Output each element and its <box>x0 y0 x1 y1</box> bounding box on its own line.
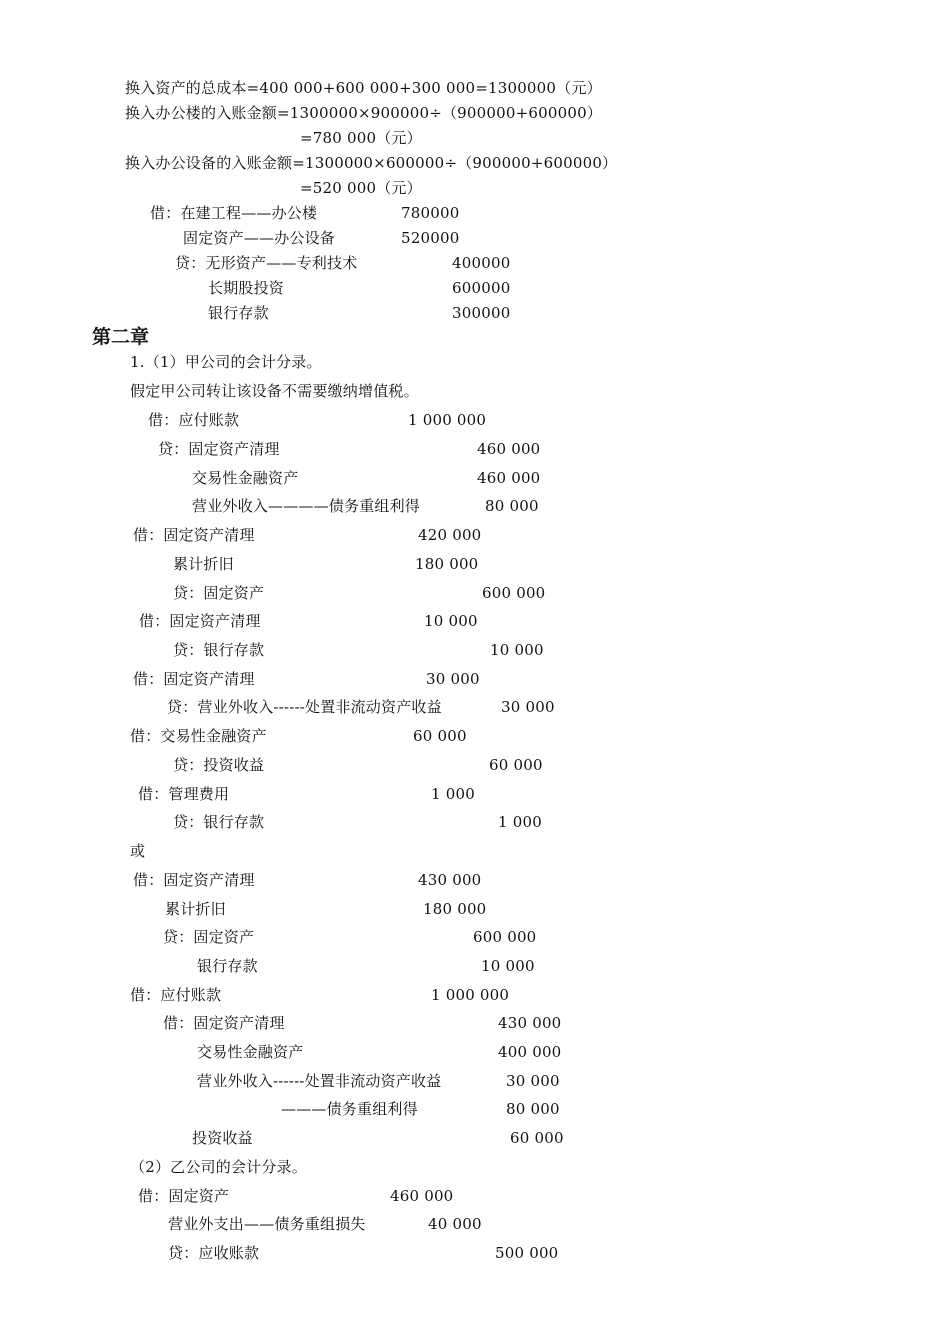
entry-label: 贷：无形资产——专利技术 <box>175 254 358 272</box>
entry-amount: 10 000 <box>424 612 478 630</box>
entry-amount: 60 000 <box>510 1129 564 1147</box>
entry-amount: 460 000 <box>477 440 541 458</box>
or-text: 或 <box>130 842 146 860</box>
entry-label: 累计折旧 <box>165 900 226 918</box>
entry-label: 借：管理费用 <box>138 785 230 803</box>
entry-amount: 400000 <box>452 254 511 272</box>
entry-label: 借：固定资产清理 <box>133 526 255 544</box>
entry-amount: 520000 <box>401 229 460 247</box>
entry-amount: 1 000 <box>498 813 542 831</box>
entry-label: 银行存款 <box>197 957 258 975</box>
entry-amount: 600 000 <box>482 584 546 602</box>
entry-label: 贷：固定资产 <box>173 584 265 602</box>
entry-amount: 400 000 <box>498 1043 562 1061</box>
entry-label: 银行存款 <box>208 304 269 322</box>
assumption-text: 假定甲公司转让该设备不需要缴纳增值税。 <box>130 382 419 400</box>
entry-amount: 600000 <box>452 279 511 297</box>
question-title: 1.（1）甲公司的会计分录。 <box>130 353 322 371</box>
entry-label: 借：固定资产清理 <box>133 670 255 688</box>
entry-label: 贷：投资收益 <box>173 756 265 774</box>
entry-label: 交易性金融资产 <box>197 1043 304 1061</box>
entry-amount: 460 000 <box>477 469 541 487</box>
entry-label: 营业外收入————债务重组利得 <box>192 497 421 515</box>
entry-amount: 10 000 <box>490 641 544 659</box>
entry-label: 投资收益 <box>192 1129 253 1147</box>
text-line: =780 000（元） <box>300 129 422 147</box>
entry-amount: 30 000 <box>501 698 555 716</box>
entry-amount: 80 000 <box>485 497 539 515</box>
entry-label: 营业外支出——债务重组损失 <box>168 1215 366 1233</box>
question-title: （2）乙公司的会计分录。 <box>130 1158 307 1176</box>
entry-label: 借：固定资产清理 <box>163 1014 285 1032</box>
entry-label: 借：应付账款 <box>130 986 222 1004</box>
entry-amount: 500 000 <box>495 1244 559 1262</box>
entry-amount: 1 000 000 <box>431 986 510 1004</box>
entry-label: 贷：银行存款 <box>173 813 265 831</box>
entry-amount: 1 000 000 <box>408 411 487 429</box>
entry-amount: 460 000 <box>390 1187 454 1205</box>
entry-label: 固定资产——办公设备 <box>183 229 336 247</box>
entry-label: 借：固定资产 <box>138 1187 230 1205</box>
entry-label: 借：固定资产清理 <box>133 871 255 889</box>
entry-amount: 60 000 <box>413 727 467 745</box>
entry-amount: 30 000 <box>506 1072 560 1090</box>
entry-label: 借：应付账款 <box>148 411 240 429</box>
entry-amount: 60 000 <box>489 756 543 774</box>
text-line: 换入办公设备的入账金额=1300000×600000÷（900000+600000） <box>125 154 618 172</box>
entry-label: 贷：固定资产 <box>163 928 255 946</box>
entry-amount: 420 000 <box>418 526 482 544</box>
entry-amount: 180 000 <box>423 900 487 918</box>
entry-label: 贷：应收账款 <box>168 1244 260 1262</box>
entry-label: 长期股投资 <box>208 279 285 297</box>
entry-amount: 10 000 <box>481 957 535 975</box>
entry-amount: 300000 <box>452 304 511 322</box>
entry-label: 营业外收入------处置非流动资产收益 <box>197 1072 442 1090</box>
entry-label: 贷：营业外收入------处置非流动资产收益 <box>167 698 442 716</box>
entry-label: 贷：固定资产清理 <box>158 440 280 458</box>
entry-amount: 80 000 <box>506 1100 560 1118</box>
entry-label: 借：在建工程——办公楼 <box>150 204 318 222</box>
text-line: 换入办公楼的入账金额=1300000×900000÷（900000+600000） <box>125 104 603 122</box>
entry-amount: 430 000 <box>498 1014 562 1032</box>
entry-amount: 780000 <box>401 204 460 222</box>
entry-label: 借：交易性金融资产 <box>130 727 267 745</box>
chapter-heading: 第二章 <box>92 326 150 348</box>
entry-label: 累计折旧 <box>173 555 234 573</box>
entry-amount: 40 000 <box>428 1215 482 1233</box>
entry-label: 贷：银行存款 <box>173 641 265 659</box>
text-line: 换入资产的总成本=400 000+600 000+300 000=1300000（元） <box>125 79 602 97</box>
entry-amount: 600 000 <box>473 928 537 946</box>
entry-amount: 430 000 <box>418 871 482 889</box>
entry-amount: 30 000 <box>426 670 480 688</box>
entry-amount: 180 000 <box>415 555 479 573</box>
entry-label: 交易性金融资产 <box>192 469 299 487</box>
entry-label: ———债务重组利得 <box>281 1100 418 1118</box>
entry-amount: 1 000 <box>431 785 475 803</box>
text-line: =520 000（元） <box>300 179 422 197</box>
entry-label: 借：固定资产清理 <box>139 612 261 630</box>
